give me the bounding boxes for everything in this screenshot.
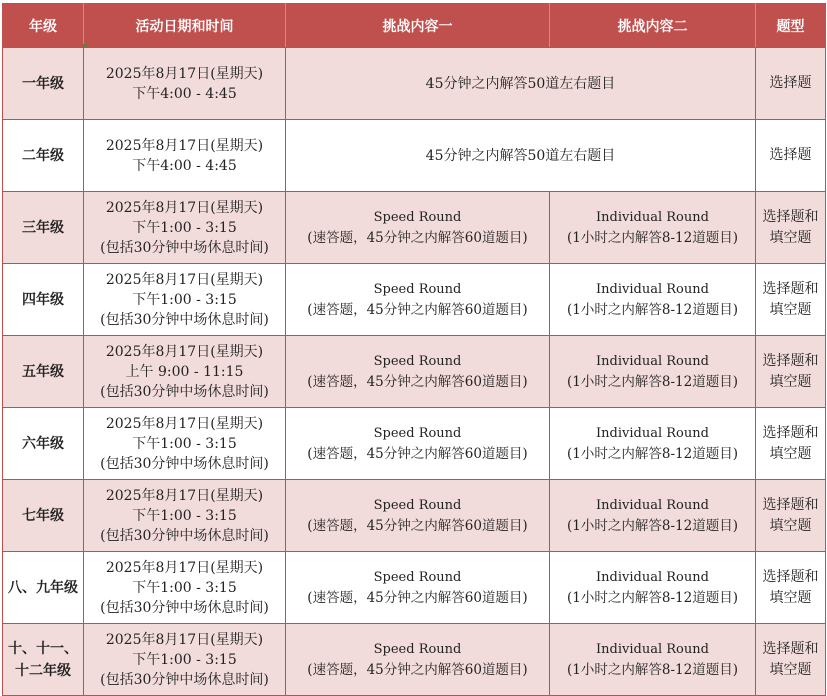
question-type-label: 选择题 [769,75,812,91]
break-note: (包括30分钟中场休息时间) [100,599,269,616]
challenge-2-description: (1小时之内解答8-12道题目) [567,445,738,462]
challenge-1-title: Speed Round [373,569,462,585]
activity-date: 2025年8月17日(星期天) [105,343,264,360]
question-type-label: 选择题和 [762,280,819,297]
table-row [3,192,826,264]
datetime-cell [84,552,286,624]
table-row [3,264,826,336]
challenge-2-title: Individual Round [596,353,709,369]
question-type-cell [756,408,826,480]
question-type-cell [756,264,826,336]
grade-cell [3,336,84,408]
challenge-2-title: Individual Round [596,209,709,225]
break-note: (包括30分钟中场休息时间) [100,239,269,256]
break-note: (包括30分钟中场休息时间) [100,671,269,688]
grade-label: 八、九年级 [8,579,78,596]
challenge-1-title: Speed Round [373,209,462,225]
table-row [3,480,826,552]
question-type-label: 选择题和 [762,424,819,441]
grade-cell [3,480,84,552]
challenge-1-cell [286,480,550,552]
challenge-2-description: (1小时之内解答8-12道题目) [567,589,738,606]
challenge-1-cell [286,336,550,408]
challenge-1-description: (速答题，45分钟之内解答60道题目) [307,589,528,606]
datetime-cell [84,408,286,480]
grade-cell [3,264,84,336]
break-note: (包括30分钟中场休息时间) [100,527,269,544]
challenge-merged-cell [286,48,756,120]
challenge-1-cell [286,264,550,336]
challenge-2-cell [550,336,756,408]
cell-corner-marker [83,44,88,49]
challenge-1-description: (速答题，45分钟之内解答60道题目) [307,517,528,534]
activity-time: 下午1:00 - 3:15 [132,291,237,308]
activity-date: 2025年8月17日(星期天) [105,559,264,576]
header-question-type: 题型 [756,4,826,48]
question-type-label: 选择题和 [762,208,819,225]
table-row [3,624,826,696]
grade-label: 六年级 [22,435,64,452]
challenge-1-description: (速答题，45分钟之内解答60道题目) [307,301,528,318]
challenge-description: 45分钟之内解答50道左右题目 [425,75,616,92]
question-type-label: 选择题 [769,147,812,163]
break-note: (包括30分钟中场休息时间) [100,455,269,472]
break-note: (包括30分钟中场休息时间) [100,311,269,328]
challenge-1-cell [286,192,550,264]
challenge-2-cell [550,264,756,336]
question-type-label: 选择题和 [762,568,819,585]
grade-label: 一年级 [22,75,64,92]
question-type-label: 选择题和 [762,640,819,657]
grade-cell [3,552,84,624]
challenge-2-title: Individual Round [596,281,709,297]
question-type-label: 填空题 [769,445,812,462]
schedule-table [2,3,826,696]
grade-cell [3,120,84,192]
activity-date: 2025年8月17日(星期天) [105,487,264,504]
activity-time: 下午1:00 - 3:15 [132,651,237,668]
challenge-1-cell [286,408,550,480]
question-type-label: 选择题和 [762,496,819,513]
grade-cell [3,48,84,120]
question-type-cell [756,624,826,696]
challenge-1-title: Speed Round [373,641,462,657]
challenge-1-title: Speed Round [373,281,462,297]
grade-cell [3,408,84,480]
grade-cell [3,624,84,696]
datetime-cell [84,624,286,696]
challenge-2-cell [550,192,756,264]
question-type-cell [756,552,826,624]
question-type-label: 填空题 [769,229,812,246]
datetime-cell [84,48,286,120]
table-row [3,552,826,624]
activity-date: 2025年8月17日(星期天) [105,137,264,154]
challenge-merged-cell [286,120,756,192]
question-type-cell [756,120,826,192]
header-row [3,4,826,48]
challenge-2-description: (1小时之内解答8-12道题目) [567,373,738,390]
activity-time: 下午1:00 - 3:15 [132,219,237,236]
table-row [3,120,826,192]
activity-date: 2025年8月17日(星期天) [105,415,264,432]
activity-date: 2025年8月17日(星期天) [105,271,264,288]
challenge-2-cell [550,624,756,696]
grade-label: 四年级 [22,291,64,308]
break-note: (包括30分钟中场休息时间) [100,383,269,400]
question-type-label: 填空题 [769,589,812,606]
table-row [3,48,826,120]
datetime-cell [84,264,286,336]
challenge-2-title: Individual Round [596,425,709,441]
challenge-description: 45分钟之内解答50道左右题目 [425,147,616,164]
challenge-1-description: (速答题，45分钟之内解答60道题目) [307,229,528,246]
challenge-1-description: (速答题，45分钟之内解答60道题目) [307,445,528,462]
question-type-label: 填空题 [769,661,812,678]
activity-date: 2025年8月17日(星期天) [105,199,264,216]
challenge-2-description: (1小时之内解答8-12道题目) [567,517,738,534]
table-row [3,336,826,408]
challenge-1-description: (速答题，45分钟之内解答60道题目) [307,661,528,678]
datetime-cell [84,192,286,264]
challenge-2-cell [550,480,756,552]
header-challenge-2: 挑战内容二 [550,4,756,48]
challenge-2-description: (1小时之内解答8-12道题目) [567,301,738,318]
activity-time: 下午1:00 - 3:15 [132,579,237,596]
challenge-1-title: Speed Round [373,497,462,513]
datetime-cell [84,336,286,408]
challenge-2-title: Individual Round [596,497,709,513]
challenge-2-title: Individual Round [596,641,709,657]
activity-time: 下午4:00 - 4:45 [132,157,237,174]
activity-date: 2025年8月17日(星期天) [105,631,264,648]
header-challenge-1: 挑战内容一 [286,4,550,48]
table-body [3,48,826,696]
challenge-2-description: (1小时之内解答8-12道题目) [567,661,738,678]
header-grade: 年级 [3,4,84,48]
grade-label: 十、十一、 [8,640,78,657]
grade-label: 七年级 [22,507,64,524]
challenge-1-description: (速答题，45分钟之内解答60道题目) [307,373,528,390]
challenge-2-cell [550,408,756,480]
activity-time: 上午 9:00 - 11:15 [125,363,244,380]
question-type-label: 选择题和 [762,352,819,369]
challenge-1-cell [286,552,550,624]
question-type-cell [756,192,826,264]
challenge-1-title: Speed Round [373,425,462,441]
grade-label: 十二年级 [15,662,71,679]
activity-time: 下午4:00 - 4:45 [132,85,237,102]
activity-time: 下午1:00 - 3:15 [132,435,237,452]
datetime-cell [84,120,286,192]
header-datetime: 活动日期和时间 [84,4,286,48]
question-type-cell [756,336,826,408]
grade-label: 五年级 [22,363,64,380]
table-row [3,408,826,480]
activity-date: 2025年8月17日(星期天) [105,65,264,82]
datetime-cell [84,480,286,552]
question-type-cell [756,48,826,120]
challenge-1-cell [286,624,550,696]
challenge-1-title: Speed Round [373,353,462,369]
challenge-2-cell [550,552,756,624]
challenge-2-title: Individual Round [596,569,709,585]
challenge-2-description: (1小时之内解答8-12道题目) [567,229,738,246]
question-type-label: 填空题 [769,373,812,390]
grade-label: 三年级 [22,219,64,236]
question-type-label: 填空题 [769,517,812,534]
grade-cell [3,192,84,264]
activity-time: 下午1:00 - 3:15 [132,507,237,524]
grade-label: 二年级 [22,147,64,164]
question-type-label: 填空题 [769,301,812,318]
question-type-cell [756,480,826,552]
